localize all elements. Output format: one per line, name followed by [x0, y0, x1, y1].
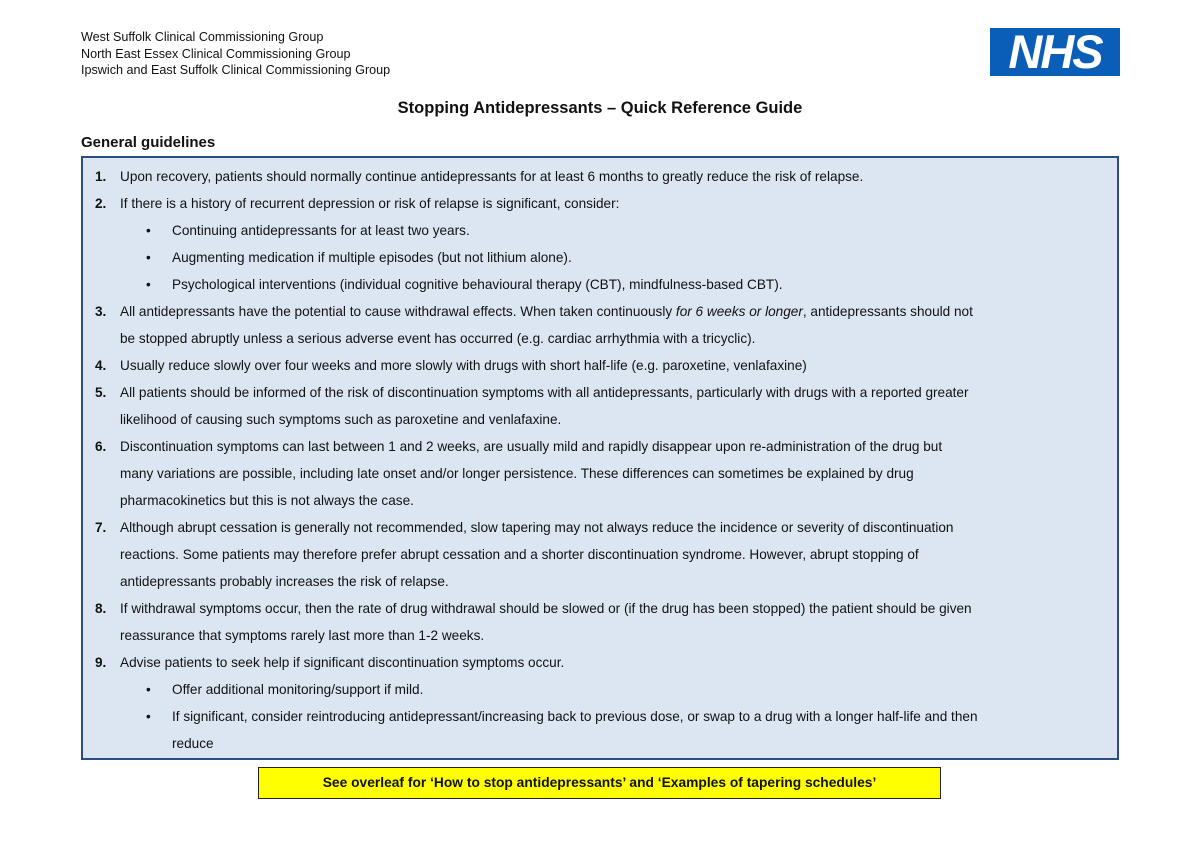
sub-bullet — [83, 271, 1117, 298]
item-continuation — [83, 325, 1117, 352]
bullet-icon: • — [146, 277, 151, 292]
section-heading: General guidelines — [81, 134, 216, 151]
item-number: 5. — [95, 385, 107, 400]
item-number: 8. — [95, 601, 107, 616]
item-text: If there is a history of recurrent depression or risk of relapse is significant, consider: — [120, 196, 620, 211]
item-continuation — [83, 487, 1117, 514]
overleaf-note: See overleaf for ‘How to stop antidepressants’ and ‘Examples of tapering schedules’ — [258, 767, 941, 799]
item-text-part: All antidepressants have the potential to cause withdrawal effects. When taken continuously — [120, 304, 676, 319]
item-text: antidepressants probably increases the risk of relapse. — [120, 574, 449, 589]
item-text — [120, 298, 973, 325]
bullet-text: If significant, consider reintroducing antidepressant/increasing back to previous dose, or swap to a drug with a longer half-life and then — [172, 709, 978, 724]
bullet-text: reduce — [172, 736, 214, 751]
bullet-icon: • — [146, 709, 151, 724]
item-text: many variations are possible, including late onset and/or longer persistence. These differences can sometimes be explained by drug — [120, 466, 914, 481]
item-number: 7. — [95, 520, 107, 535]
page-title: Stopping Antidepressants – Quick Reference Guide — [397, 99, 803, 117]
bullet-icon: • — [146, 250, 151, 265]
org-name: Ipswich and East Suffolk Clinical Commissioning Group — [81, 63, 391, 77]
guideline-item — [83, 298, 1117, 325]
guideline-item — [83, 649, 1117, 676]
item-text: All patients should be informed of the risk of discontinuation symptoms with all antidepressants, particularly with drugs with a reported greater — [120, 385, 969, 400]
item-text: reactions. Some patients may therefore prefer abrupt cessation and a shorter discontinuation syndrome. However, abrupt stopping of — [120, 547, 919, 562]
bullet-text: Augmenting medication if multiple episodes (but not lithium alone). — [172, 250, 572, 265]
bullet-text: Psychological interventions (individual cognitive behavioural therapy (CBT), mindfulness-based CBT). — [172, 277, 783, 292]
item-continuation — [83, 541, 1117, 568]
sub-bullet — [83, 244, 1117, 271]
guidelines-box — [81, 156, 1119, 760]
item-text: Advise patients to seek help if significant discontinuation symptoms occur. — [120, 655, 565, 670]
guidelines-list — [83, 163, 1117, 757]
item-continuation — [83, 460, 1117, 487]
organisation-list — [81, 29, 390, 79]
item-text: Upon recovery, patients should normally continue antidepressants for at least 6 months to greatly reduce the risk of relapse. — [120, 169, 864, 184]
sub-bullet — [83, 676, 1117, 703]
item-continuation — [83, 622, 1117, 649]
bullet-continuation — [83, 730, 1117, 757]
item-continuation — [83, 568, 1117, 595]
item-number: 4. — [95, 358, 107, 373]
org-name: West Suffolk Clinical Commissioning Group — [81, 30, 324, 44]
guideline-item — [83, 352, 1117, 379]
guideline-item — [83, 379, 1117, 406]
item-text: pharmacokinetics but this is not always the case. — [120, 493, 414, 508]
guideline-item — [83, 595, 1117, 622]
bullet-icon: • — [146, 682, 151, 697]
org-name: North East Essex Clinical Commissioning Group — [81, 46, 351, 61]
bullet-icon: • — [146, 223, 151, 238]
bullet-text: Offer additional monitoring/support if mild. — [172, 682, 424, 697]
item-text: Although abrupt cessation is generally not recommended, slow tapering may not always reduce the incidence or severity of discontinuation — [120, 520, 954, 535]
guideline-item — [83, 190, 1117, 217]
bullet-text: Continuing antidepressants for at least two years. — [172, 223, 470, 238]
item-text: If withdrawal symptoms occur, then the rate of drug withdrawal should be slowed or (if the drug has been stopped) the patient should be given — [120, 601, 972, 616]
item-text: Discontinuation symptoms can last between 1 and 2 weeks, are usually mild and rapidly disappear upon re-administration of the drug but — [120, 439, 943, 454]
item-text: likelihood of causing such symptoms such as paroxetine and venlafaxine. — [120, 412, 562, 427]
item-text: reassurance that symptoms rarely last more than 1-2 weeks. — [120, 628, 485, 643]
item-text: be stopped abruptly unless a serious adverse event has occurred (e.g. cardiac arrhythmia with a tricyclic). — [120, 331, 756, 346]
guideline-item — [83, 433, 1117, 460]
item-number: 2. — [95, 196, 107, 211]
guideline-item — [83, 514, 1117, 541]
item-text: Usually reduce slowly over four weeks and more slowly with drugs with short half-life (e.g. paroxetine, venlafaxine) — [120, 358, 807, 373]
item-number: 1. — [95, 169, 107, 184]
nhs-logo: NHS — [990, 28, 1120, 76]
item-number: 3. — [95, 304, 107, 319]
item-number: 9. — [95, 655, 107, 670]
guideline-item — [83, 163, 1117, 190]
emphasis-text: for 6 weeks or longer — [675, 304, 803, 319]
item-text-part: , antidepressants should not — [802, 304, 973, 319]
sub-bullet — [83, 703, 1117, 730]
item-continuation — [83, 406, 1117, 433]
item-number: 6. — [95, 439, 107, 454]
sub-bullet — [83, 217, 1117, 244]
